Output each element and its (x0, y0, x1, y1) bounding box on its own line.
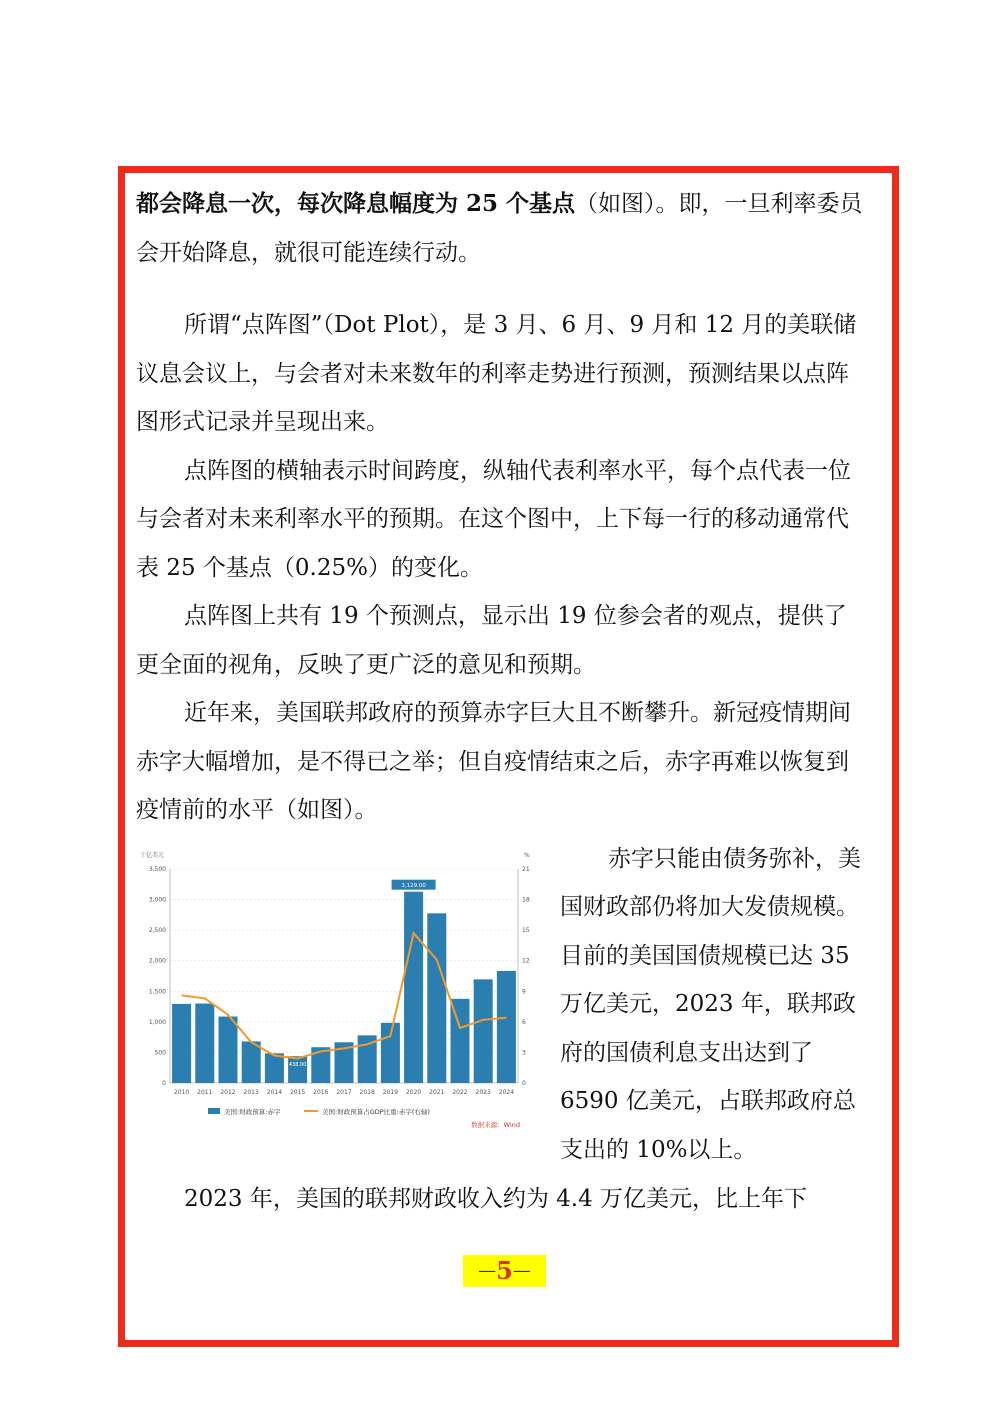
deficit-bar (474, 979, 493, 1083)
y-right-tick-label: 21 (522, 865, 530, 873)
x-tick-label: 2016 (313, 1088, 329, 1096)
deficit-bar (288, 1056, 307, 1083)
x-tick-label: 2014 (266, 1088, 283, 1096)
paragraph-2: 所谓“点阵图”（Dot Plot），是 3 月、6 月、9 月和 12 月的美联储议息会议上，与会者对未来数年的利率走势进行预测，预测结果以点阵图形式记录并呈现出来。 (136, 312, 857, 435)
deficit-chart-svg (136, 845, 546, 1157)
deficit-bar (172, 1003, 191, 1082)
y-right-tick-label: 0 (522, 1079, 526, 1087)
y-left-tick-label: 1,000 (148, 1018, 166, 1026)
x-tick-label: 2011 (197, 1088, 213, 1096)
y-left-tick-label: 0 (162, 1079, 166, 1087)
x-tick-label: 2023 (475, 1088, 491, 1096)
deficit-bar (218, 1016, 237, 1082)
x-tick-label: 2010 (173, 1088, 190, 1096)
y-left-tick-label: 3,500 (148, 865, 166, 873)
x-tick-label: 2012 (220, 1088, 236, 1096)
y-right-tick-label: 18 (522, 896, 530, 904)
deficit-bar (427, 913, 446, 1083)
paragraph-7: 2023 年，美国的联邦财政收入约为 4.4 万亿美元，比上年下 (184, 1185, 808, 1212)
deficit-chart (136, 845, 546, 1157)
x-tick-label: 2022 (452, 1088, 468, 1096)
x-tick-label: 2024 (498, 1088, 515, 1096)
x-tick-label: 2019 (382, 1088, 399, 1096)
page-dash-left: — (478, 1260, 497, 1281)
deficit-bar (195, 1003, 214, 1082)
y-right-tick-label: 12 (522, 957, 530, 965)
y-left-tick-label: 2,000 (148, 957, 166, 965)
chart-source-label: 数据来源：Wind (471, 1120, 520, 1129)
x-tick-label: 2013 (243, 1088, 259, 1096)
deficit-bar (242, 1041, 261, 1083)
paragraph-4: 点阵图上共有 19 个预测点，显示出 19 位参会者的观点，提供了更全面的视角，反映了更广泛的意见和预期。 (136, 603, 847, 678)
paragraph-1-rest: （如图）。即，一旦利率委员会开始降息，就很可能连续行动。 (136, 191, 863, 266)
paragraph-6: 赤字只能由债务弥补，美国财政部仍将加大发债规模。目前的美国国债规模已达 35 万亿美元，2023 年，联邦政府的国债利息支出达到了 6590 亿美元，占联邦政府总支出的 10%以上。 (560, 845, 861, 1163)
page-dash-right: — (512, 1260, 531, 1281)
min-annotation-label: 438.00 (288, 1061, 307, 1068)
y-right-tick-label: 3 (522, 1048, 526, 1056)
deficit-bar (404, 891, 423, 1082)
x-tick-label: 2017 (336, 1088, 352, 1096)
side-text (560, 835, 866, 1175)
paragraph-5: 近年来，美国联邦政府的预算赤字巨大且不断攀升。新冠疫情期间赤字大幅增加，是不得已之举；但自疫情结束之后，赤字再难以恢复到疫情前的水平（如图）。 (136, 700, 851, 823)
page-number: 5 (496, 1256, 513, 1285)
deficit-bar (265, 1053, 284, 1083)
y-right-tick-label: 15 (522, 926, 530, 934)
y-left-tick-label: 1,500 (148, 987, 166, 995)
paragraph-3: 点阵图的横轴表示时间跨度，纵轴代表利率水平，每个点代表一位与会者对未来利率水平的预期。在这个图中，上下每一行的移动通常代表 25 个基点（0.25%）的变化。 (136, 457, 851, 581)
x-tick-label: 2018 (359, 1088, 375, 1096)
y-right-tick-label: 9 (522, 987, 526, 995)
y-right-tick-label: 6 (522, 1018, 526, 1026)
paragraph-1 (136, 180, 866, 277)
article-body (136, 180, 866, 1223)
legend-bar-swatch (208, 1108, 220, 1114)
figure-row (136, 835, 866, 1175)
y-left-unit-label: 十亿美元 (140, 851, 165, 859)
x-tick-label: 2015 (289, 1088, 306, 1096)
y-left-tick-label: 500 (154, 1048, 166, 1056)
x-tick-label: 2020 (405, 1088, 422, 1096)
deficit-bar (497, 970, 516, 1082)
peak-annotation-label: 3,129.00 (401, 882, 426, 889)
y-left-tick-label: 2,500 (148, 926, 166, 934)
page-number-badge (463, 1255, 546, 1287)
paragraph-1-bold: 都会降息一次，每次降息幅度为 25 个基点 (136, 190, 576, 217)
y-left-tick-label: 3,000 (148, 896, 166, 904)
legend-line-label: 美国:财政预算占GDP比重:赤字(右轴) (322, 1107, 430, 1116)
x-tick-label: 2021 (429, 1088, 445, 1096)
y-right-unit-label: % (524, 851, 530, 859)
legend-bar-label: 美国:财政预算:赤字 (224, 1107, 281, 1116)
